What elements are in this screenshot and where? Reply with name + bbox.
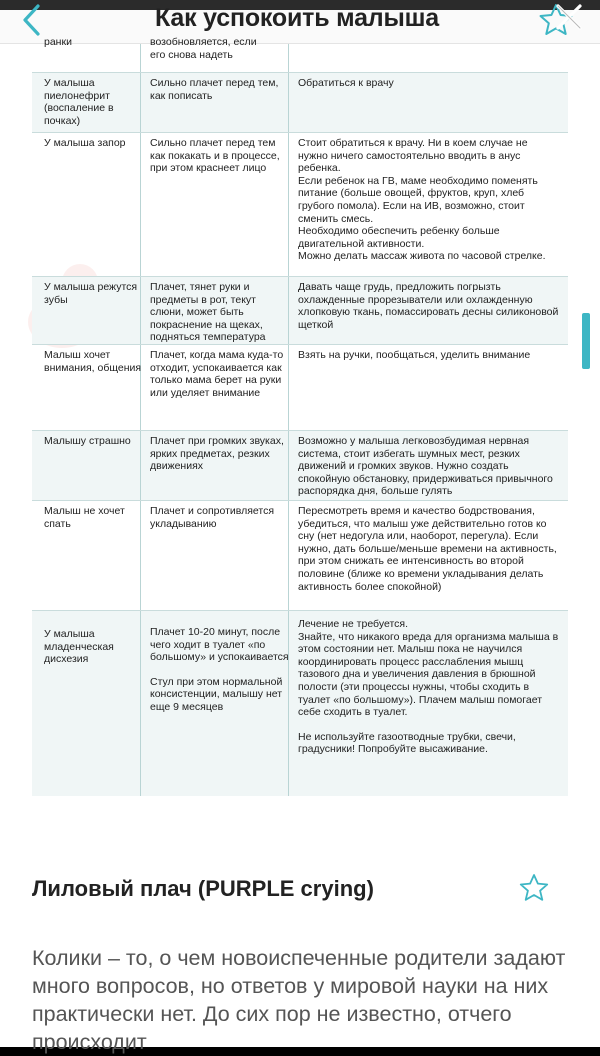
cell-text: Стоит обратиться к врачу. Ни в коем случае не нужно ничего самостоятельно вводить в анус ребенка. xyxy=(298,137,528,175)
table-cell-symptom: Плачет при громких звуках, ярких предметах, резких движениях xyxy=(150,435,284,473)
cell-text: Плачет 10-20 минут, после чего ходит в туалет «по большому» и успокаивается xyxy=(150,626,289,664)
crying-causes-table xyxy=(32,36,568,796)
close-button[interactable] xyxy=(546,0,590,40)
table-cell-cause: У малыша запор xyxy=(44,137,126,149)
star-outline-icon xyxy=(517,872,551,906)
row-divider xyxy=(32,72,568,73)
cell-text: Не используйте газоотводные трубки, свечи, градусники! Попробуйте высаживание. xyxy=(298,730,516,756)
cell-text: Лечение не требуется. xyxy=(298,618,408,630)
table-cell-cause: У малыша младенческая дисхезия xyxy=(44,628,114,666)
table-cell-action: Взять на ручки, пообщаться, уделить внимание xyxy=(298,349,531,361)
table-cell-symptom: Плачет, когда мама куда-то отходит, успокаивается как только мама берет на руки или уделяет внимание xyxy=(150,349,284,399)
page-title: Как успокоить малыша xyxy=(155,4,439,32)
table-cell-action xyxy=(298,618,560,756)
scrollbar-thumb[interactable] xyxy=(582,313,590,369)
row-divider xyxy=(32,610,568,611)
back-button[interactable] xyxy=(14,0,48,40)
table-cell-action xyxy=(298,137,560,263)
section-body-text: Колики – то, о чем новоиспеченные родители задают много вопросов, но ответов у мировой науки на них практически нет. До сих пор не известно, отчего происходит xyxy=(32,946,566,1054)
table-cell-symptom xyxy=(150,36,290,61)
cell-text: Знайте, что никакого вреда для организма малыша в этом состоянии нет. Малыш пока не научился координировать процесс расслабления мышц тазового дна и увеличения давления в брюшной полости (эти процессы нужны, чтобы сходить в туалет «по большому»). Плачем малыш помогает себе сходить в туалет. xyxy=(298,630,559,719)
cell-text: Стул при этом нормальной консистенции, малышу нет еще 9 месяцев xyxy=(150,675,283,713)
table-cell-symptom xyxy=(150,626,290,714)
table-cell-cause: У малыша режутся зубы xyxy=(44,281,138,306)
table-cell-symptom: Сильно плачет перед тем, как пописать xyxy=(150,77,279,102)
table-cell-action: Пересмотреть время и качество бодрствования, убедиться, что малыш уже действительно готов ко сну (нет недогула или, наоборот, перегула). Если нужно, дать больше/меньше времени на активность, при этом снижать ее интенсивность во второй половине (ближе ко времени укладывания делать активность более спокойной) xyxy=(298,505,557,593)
close-icon xyxy=(546,0,590,40)
table-cell-symptom: Плачет и сопротивляется укладыванию xyxy=(150,505,275,530)
row-divider xyxy=(32,132,568,133)
table-cell-action: Возможно у малыша легковозбудимая нервная система, стоит избегать шумных мест, резких движений и громких звуков. Нужно создать спокойную обстановку, придерживаться привычного распорядка дня, больше гулять xyxy=(298,435,553,498)
table-cell-cause: Малыш хочет внимания, общения xyxy=(44,349,142,374)
cell-text: Если ребенок на ГВ, маме необходимо поменять питание (больше овощей, фруктов, круп, хлеб грубого помола). Если на ИВ, возможно, стоит сменить смесь. xyxy=(298,174,538,225)
section-title: Лиловый плач (PURPLE crying) xyxy=(32,876,374,901)
table-cell-action: Обратиться к врачу xyxy=(298,77,394,89)
row-divider xyxy=(32,276,568,277)
column-divider xyxy=(140,44,141,796)
row-divider xyxy=(32,430,568,431)
row-divider xyxy=(32,500,568,501)
table-cell-cause: ранки xyxy=(44,36,72,48)
cell-text: Необходимо обеспечить ребенку больше двигательной активности. xyxy=(298,225,500,250)
cell-text: его снова надеть xyxy=(150,48,233,61)
article-section xyxy=(0,796,600,1054)
row-divider xyxy=(32,344,568,345)
cell-text: возобновляется, если xyxy=(150,36,257,48)
table-cell-action: Давать чаще грудь, предложить погрызть охлажденные прорезыватели или охлажденную хлопковую ткань, помассировать десны силиконовой щеткой xyxy=(298,281,559,331)
table-cell-cause: Малышу страшно xyxy=(44,435,131,447)
section-favorite-button[interactable] xyxy=(517,872,551,906)
table-cell-symptom: Плачет, тянет руки и предметы в рот, текут слюни, может быть покраснение на щеках, подняться температура xyxy=(150,281,266,344)
table-cell-cause: Малыш не хочет спать xyxy=(44,505,125,530)
cell-text: Можно делать массаж живота по часовой стрелке. xyxy=(298,250,546,263)
table-cell-cause: У малыша пиелонефрит (воспаление в почках) xyxy=(44,77,114,127)
back-arrow-icon xyxy=(20,3,42,37)
table-cell-symptom: Сильно плачет перед тем как покакать и в процессе, при этом краснеет лицо xyxy=(150,137,280,175)
